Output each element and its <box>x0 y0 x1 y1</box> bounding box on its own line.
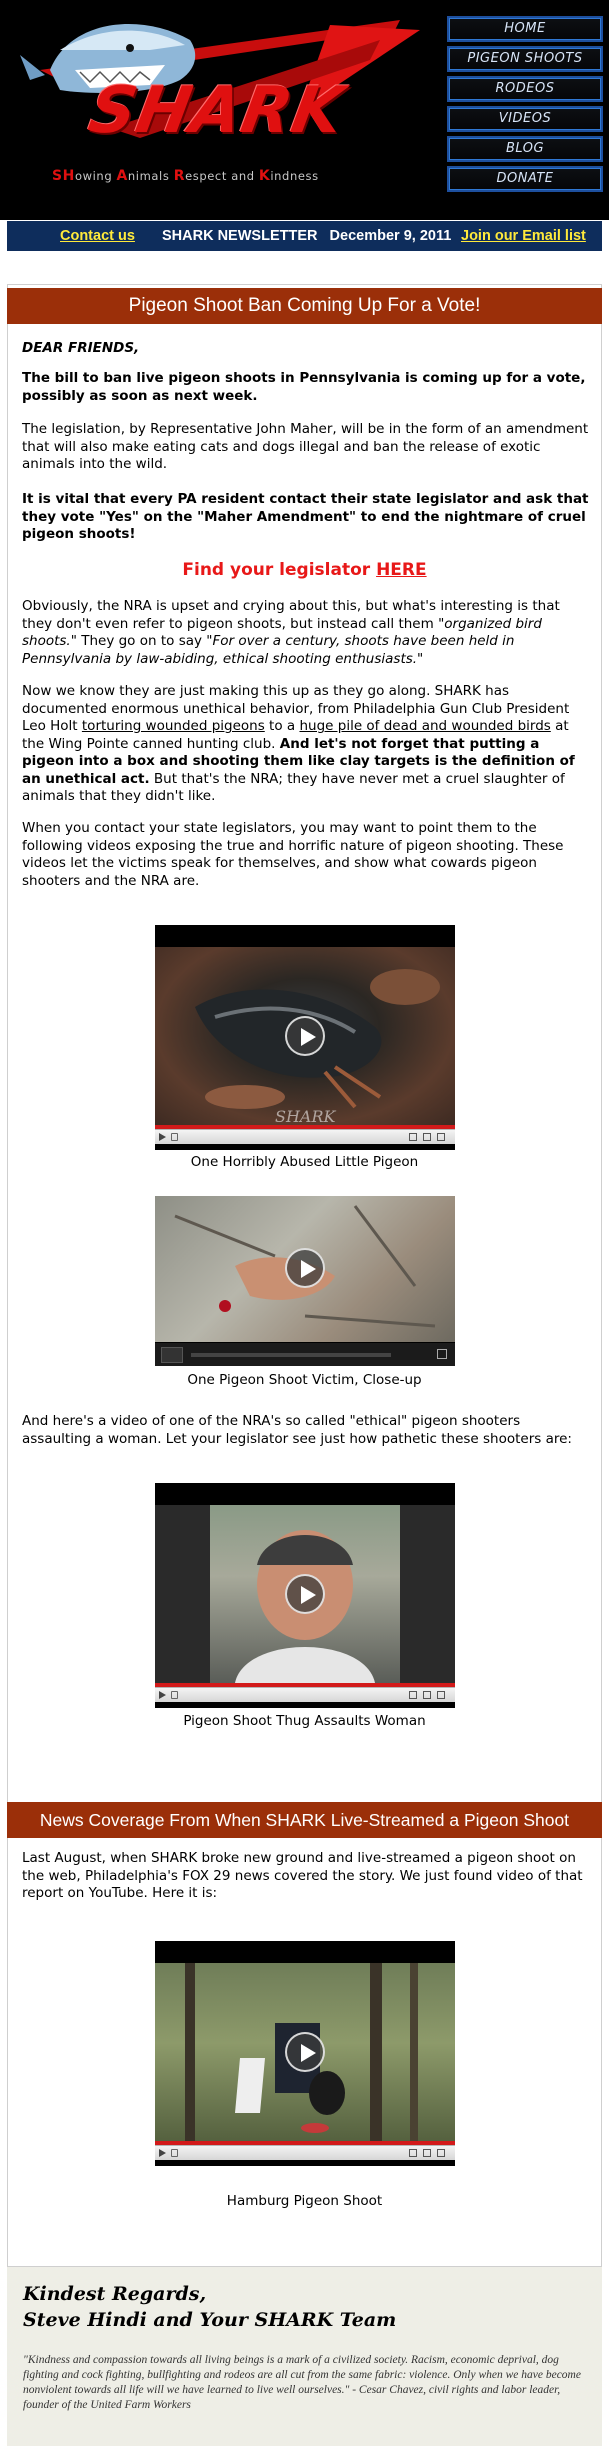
settings-icon[interactable] <box>409 1133 417 1141</box>
footer <box>7 2266 602 2446</box>
paragraph-news: Last August, when SHARK broke new ground and live-streamed a pigeon shoot on the web, Philadelphia's FOX 29 news covered the story. We just found video of that report on YouTube. Here it is: <box>22 1850 583 1901</box>
video-controls[interactable] <box>155 1129 455 1144</box>
play-small-icon[interactable] <box>159 1691 166 1699</box>
video-caption-1: One Horribly Abused Little Pigeon <box>190 1154 419 1170</box>
size-icon[interactable] <box>423 2149 431 2157</box>
nav-blog[interactable]: BLOG <box>447 136 603 162</box>
video-controls[interactable] <box>155 1687 455 1702</box>
play-icon[interactable] <box>285 1248 325 1288</box>
paragraph-call-to-action: It is vital that every PA resident contact their state legislator and ask that they vote "Yes" on the "Maher Amendment" to end the nightmare of cruel pigeon shoots! <box>22 491 589 542</box>
chavez-quote: "Kindness and compassion towards all living beings is a mark of a civilized society. Racism, economic deprival, dog fighting and cock fighting, bullfighting and rodeos are all cut from the same fabric: violence. Only when we have become nonviolent towards all life will we have learned to live well ourselves." - Cesar Chavez, civil rights and labor leader, founder of the United Farm Workers <box>23 2354 581 2411</box>
play-small-icon[interactable] <box>161 1347 183 1363</box>
paragraph-assault: And here's a video of one of the NRA's so called "ethical" pigeon shooters assaulting a woman. Let your legislator see just how pathetic these shooters are: <box>22 1413 572 1447</box>
lead-paragraph: The bill to ban live pigeon shoots in Pennsylvania is coming up for a vote, possibly as soon as next week. <box>22 370 586 404</box>
signature: Kindest Regards, Steve Hindi and Your SHARK Team <box>23 2283 397 2331</box>
shark-logo[interactable] <box>0 0 440 210</box>
newsletter-title: SHARK NEWSLETTER December 9, 2011 <box>162 228 452 244</box>
site-header <box>0 0 609 220</box>
video-caption-3: Pigeon Shoot Thug Assaults Woman <box>183 1713 426 1729</box>
video-player-3[interactable] <box>155 1483 455 1708</box>
video-player-2[interactable] <box>155 1196 455 1366</box>
pile-of-birds-link[interactable]: huge pile of dead and wounded birds <box>299 718 551 734</box>
video-player-4[interactable] <box>155 1941 455 2166</box>
find-legislator: Find your legislator HERE <box>182 560 427 580</box>
video-controls[interactable] <box>155 2145 455 2160</box>
join-email-list-link[interactable]: Join our Email list <box>461 228 586 244</box>
find-legislator-link[interactable]: HERE <box>376 560 427 580</box>
play-small-icon[interactable] <box>159 2149 166 2157</box>
section-banner-vote: Pigeon Shoot Ban Coming Up For a Vote! <box>7 288 602 324</box>
fullscreen-icon[interactable] <box>437 1133 445 1141</box>
play-icon[interactable] <box>285 1574 325 1614</box>
nav-videos[interactable]: VIDEOS <box>447 106 603 132</box>
greeting: DEAR FRIENDS, <box>22 340 140 356</box>
video-controls[interactable] <box>155 1342 455 1366</box>
section-banner-news: News Coverage From When SHARK Live-Streamed a Pigeon Shoot <box>7 1802 602 1838</box>
paragraph-nra: Obviously, the NRA is upset and crying about this, but what's interesting is that they don't even refer to pigeon shoots, but instead call them "organized bird shoots." They go on to say "For over a century, shoots have been held in Pennsylvania by law-abiding, ethical shooting enthusiasts." <box>22 598 560 667</box>
contact-us-link[interactable]: Contact us <box>60 228 135 244</box>
play-icon[interactable] <box>285 1016 325 1056</box>
paragraph-videos-intro: When you contact your state legislators, you may want to point them to the following videos exposing the true and horrific nature of pigeon shooting. These videos let the victims speak for themselves, and show what cowards pigeon shooters and the NRA are. <box>22 820 564 889</box>
play-small-icon[interactable] <box>159 1133 166 1141</box>
video-caption-2: One Pigeon Shoot Victim, Close-up <box>187 1372 422 1388</box>
volume-icon[interactable] <box>171 1691 178 1699</box>
logo-tagline: SHowing Animals Respect and Kindness <box>52 168 319 184</box>
video-player-1[interactable] <box>155 925 455 1150</box>
fullscreen-icon[interactable] <box>437 1691 445 1699</box>
logo-wordmark: SHARK <box>83 74 350 148</box>
video-watermark: SHARK <box>275 1107 336 1125</box>
paragraph-unethical: Now we know they are just making this up as they go along. SHARK has documented enormous unethical behavior, from Philadelphia Gun Club President Leo Holt torturing wounded pigeons to a huge pile of dead and wounded birds at the Wing Pointe canned hunting club. And let's not forget that putting a pigeon into a box and shooting them like clay targets is the definition of an unethical act. But that's the NRA; they have never met a cruel slaughter of animals that they didn't like. <box>22 683 575 804</box>
settings-icon[interactable] <box>409 2149 417 2157</box>
play-icon[interactable] <box>285 2032 325 2072</box>
video-caption-4: Hamburg Pigeon Shoot <box>226 2193 383 2209</box>
size-icon[interactable] <box>423 1133 431 1141</box>
size-icon[interactable] <box>423 1691 431 1699</box>
main-nav <box>447 16 603 196</box>
nav-donate[interactable]: DONATE <box>447 166 603 192</box>
fullscreen-icon[interactable] <box>437 1349 447 1359</box>
nav-home[interactable]: HOME <box>447 16 603 42</box>
torturing-pigeons-link[interactable]: torturing wounded pigeons <box>81 718 265 734</box>
newsletter-bar <box>7 221 602 251</box>
volume-icon[interactable] <box>171 1133 178 1141</box>
volume-icon[interactable] <box>171 2149 178 2157</box>
settings-icon[interactable] <box>409 1691 417 1699</box>
fullscreen-icon[interactable] <box>437 2149 445 2157</box>
nav-rodeos[interactable]: RODEOS <box>447 76 603 102</box>
paragraph-legislation: The legislation, by Representative John Maher, will be in the form of an amendment that will also make eating cats and dogs illegal and ban the release of exotic animals into the wild. <box>22 421 589 472</box>
progress-bar[interactable] <box>191 1353 391 1357</box>
nav-pigeon-shoots[interactable]: PIGEON SHOOTS <box>447 46 603 72</box>
